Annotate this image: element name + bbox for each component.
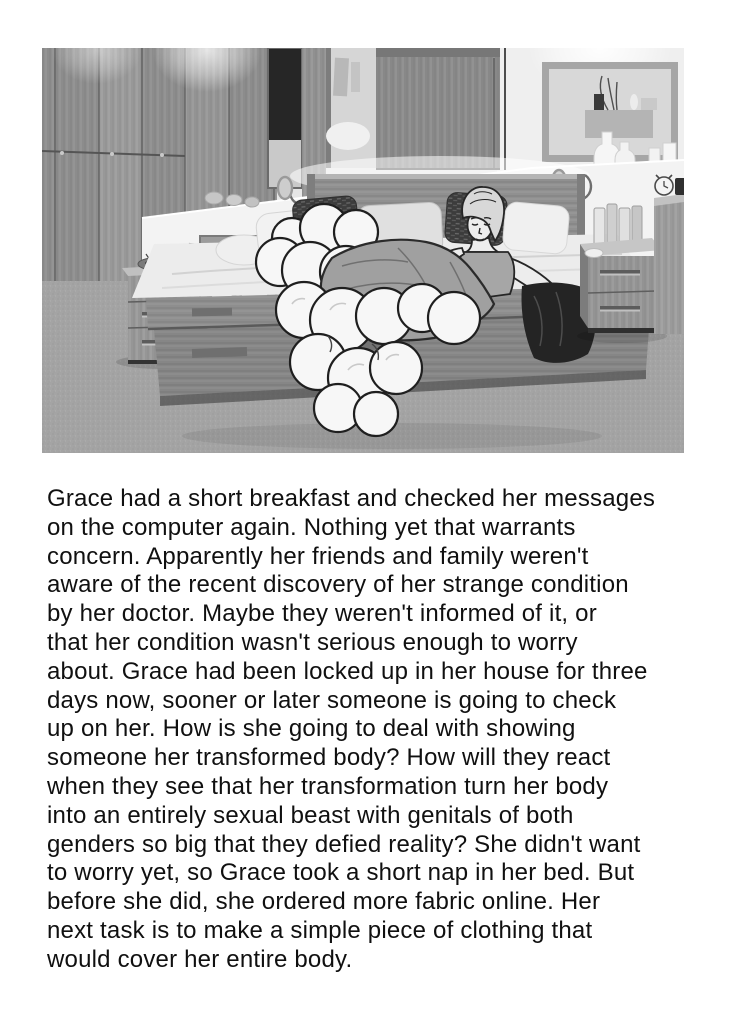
story-line: into an entirely sexual beast with genitals of both	[47, 801, 574, 829]
cabinet-with-clock	[654, 175, 684, 334]
story-line: by her doctor. Maybe they weren't informed of it, or	[47, 600, 597, 628]
story-text	[47, 485, 699, 975]
story-line: about. Grace had been locked up in her house for three	[47, 657, 648, 685]
mug	[675, 178, 684, 195]
story-line: someone her transformed body? How will they react	[47, 744, 611, 772]
story-line: before she did, she ordered more fabric online. Her	[47, 888, 601, 916]
mirror-bright	[326, 48, 376, 168]
story-line: would cover her entire body.	[47, 945, 353, 973]
sliding-door	[376, 48, 500, 170]
story-line: days now, sooner or later someone is going to check	[47, 686, 617, 714]
story-line: when they see that her transformation turn her body	[47, 772, 609, 800]
story-line: aware of the recent discovery of her strange condition	[47, 571, 629, 599]
story-line: to worry yet, so Grace took a short nap in her bed. But	[47, 859, 635, 887]
story-line: that her condition wasn't serious enough to worry	[47, 628, 578, 656]
story-illustration	[42, 48, 684, 453]
story-line: Grace had a short breakfast and checked her messages	[47, 485, 656, 512]
story-line: concern. Apparently her friends and family weren't	[47, 542, 589, 570]
story-line: genders so big that they defied reality? She didn't want	[47, 830, 641, 858]
story-line: next task is to make a simple piece of clothing that	[47, 916, 593, 944]
story-line: on the computer again. Nothing yet that warrants	[47, 513, 576, 541]
bedroom-scene-graphic	[42, 48, 684, 453]
mirror-dark	[268, 48, 302, 188]
story-line: up on her. How is she going to deal with showing	[47, 715, 576, 743]
